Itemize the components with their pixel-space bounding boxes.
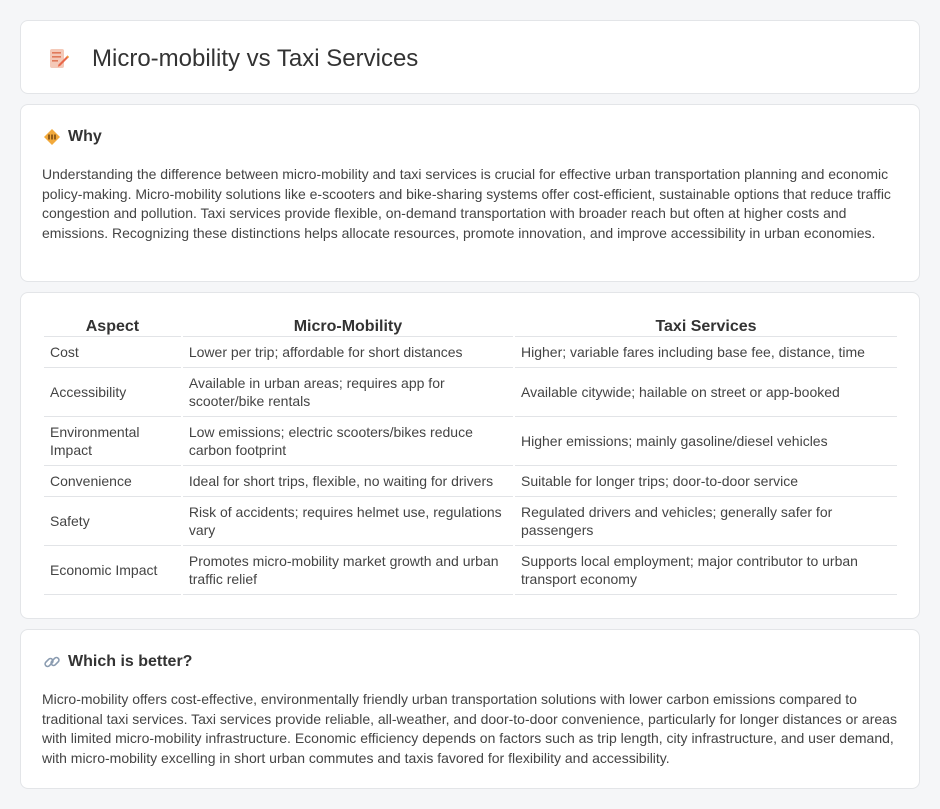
table-cell-taxi-services: Higher emissions; mainly gasoline/diesel vehicles	[515, 417, 897, 466]
table-cell-taxi-services: Available citywide; hailable on street or app-booked	[515, 368, 897, 417]
table-row	[44, 546, 897, 595]
table-cell-aspect: Cost	[44, 337, 181, 368]
table-cell-micro-mobility: Available in urban areas; requires app for scooter/bike rentals	[183, 368, 513, 417]
table-cell-taxi-services: Supports local employment; major contributor to urban transport economy	[515, 546, 897, 595]
table-row	[44, 497, 897, 546]
which-is-better-section	[20, 629, 920, 789]
table-cell-aspect: Convenience	[44, 466, 181, 497]
why-title: Why	[68, 128, 102, 145]
warning-diamond-icon	[43, 128, 61, 146]
header-card	[20, 20, 920, 94]
better-text: Micro-mobility offers cost-effective, environmentally friendly urban transportation solutions with lower carbon emissions compared to traditional taxi services. Taxi services provide reliable, all-weather, and door-to-door convenience, particularly for longer distances or areas with limited micro-mobility infrastructure. Economic efficiency depends on factors such as trip length, city infrastructure, and user demand, with micro-mobility excelling in short urban commutes and taxis favored for flexibility and accessibility.	[42, 691, 897, 766]
table-row	[44, 466, 897, 497]
column-header-aspect: Aspect	[44, 315, 181, 337]
table-header-row	[44, 315, 897, 337]
table-row	[44, 417, 897, 466]
table-cell-taxi-services: Suitable for longer trips; door-to-door service	[515, 466, 897, 497]
table-cell-aspect: Environmental Impact	[44, 417, 181, 466]
better-heading	[43, 652, 192, 672]
table-cell-aspect: Economic Impact	[44, 546, 181, 595]
why-text: Understanding the difference between micro-mobility and taxi services is crucial for effective urban transportation planning and economic policy-making. Micro-mobility solutions like e-scooters and bike-sharing systems offer cost-efficient, sustainable options that reduce traffic congestion and pollution. Taxi services provide flexible, on-demand transportation with broader reach but often at higher costs and emissions. Recognizing these distinctions helps allocate resources, promote innovation, and improve accessibility in urban economies.	[42, 166, 891, 241]
table-row	[44, 368, 897, 417]
why-heading	[43, 127, 102, 147]
table-cell-micro-mobility: Low emissions; electric scooters/bikes reduce carbon footprint	[183, 417, 513, 466]
better-title: Which is better?	[68, 653, 193, 670]
page-title: Micro-mobility vs Taxi Services	[92, 45, 419, 72]
table-row	[44, 337, 897, 368]
table-cell-micro-mobility: Lower per trip; affordable for short distances	[183, 337, 513, 368]
table-cell-taxi-services: Higher; variable fares including base fee, distance, time	[515, 337, 897, 368]
table-cell-micro-mobility: Risk of accidents; requires helmet use, regulations vary	[183, 497, 513, 546]
table-cell-micro-mobility: Ideal for short trips, flexible, no waiting for drivers	[183, 466, 513, 497]
comparison-section	[20, 292, 920, 619]
table-cell-taxi-services: Regulated drivers and vehicles; generally safer for passengers	[515, 497, 897, 546]
document-pencil-icon	[47, 47, 71, 71]
table-cell-aspect: Safety	[44, 497, 181, 546]
table-cell-micro-mobility: Promotes micro-mobility market growth and urban traffic relief	[183, 546, 513, 595]
table-cell-aspect: Accessibility	[44, 368, 181, 417]
comparison-table	[42, 315, 899, 595]
why-section	[20, 104, 920, 282]
column-header-micro-mobility: Micro-Mobility	[183, 315, 513, 337]
link-icon	[43, 653, 61, 671]
column-header-taxi-services: Taxi Services	[515, 315, 897, 337]
